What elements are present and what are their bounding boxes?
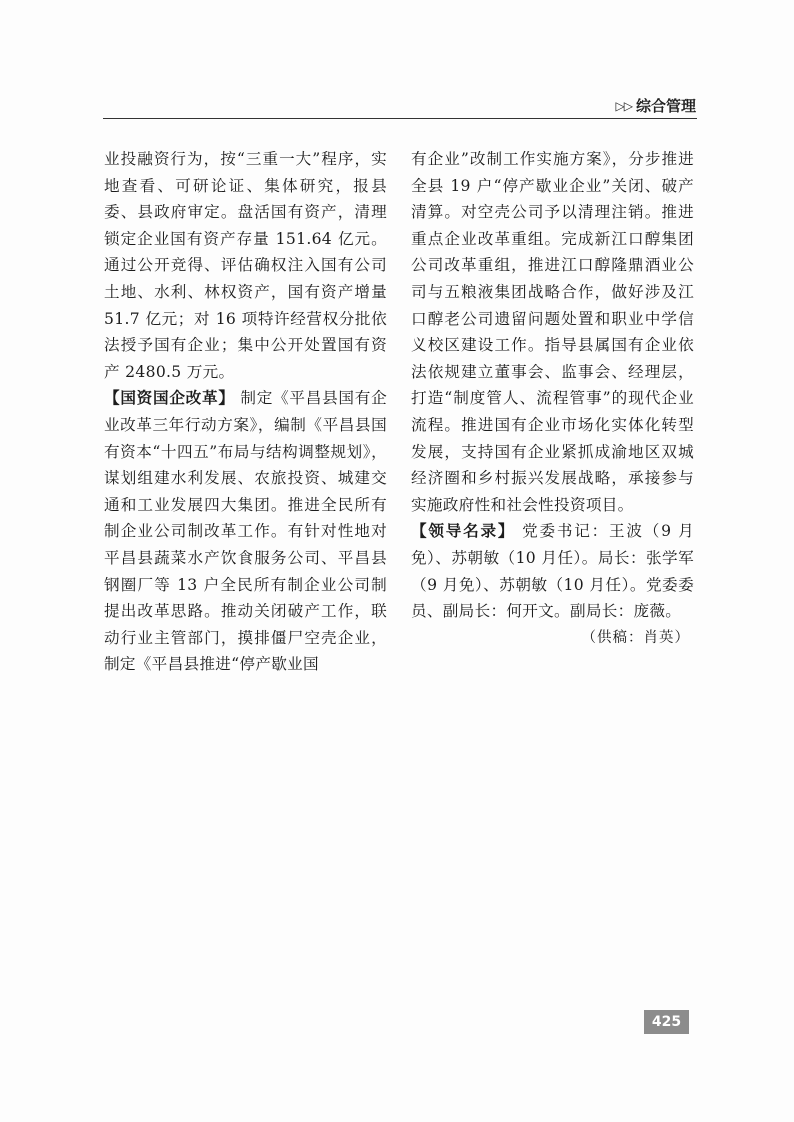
body-leadership-list: 党委书记：王波（9 月免）、苏朝敏（10 月任）。局长：张学军（9 月免）、苏朝敏（10 月任）。党委委员、副局长：何开文。副局长：庞薇。 (411, 522, 694, 621)
header-divider (103, 118, 697, 119)
body-soe-reform: 制定《平昌县国有企业改革三年行动方案》，编制《平昌县国有资本“十四五”布局与结构调整规划》，谋划组建水利发展、农旅投资、城建交通和工业发展四大集团。推进全民所有制企业公司制改革工作。有针对性地对平昌县蔬菜水产饮食服务公司、平昌县钢圈厂等 13 户全民所有制企业公司制提出改革思路。推动关闭破产工作，联动行业主管部门，摸排僵尸空壳企业，制定《平昌县推进“停产歇业国 (104, 389, 387, 674)
section-header (616, 95, 696, 116)
page-number: 425 (644, 1010, 689, 1034)
paragraph-reform-continued: 有企业”改制工作实施方案》，分步推进全县 19 户“停产歇业企业”关闭、破产清算。对空壳公司予以清理注销。推进重点企业改革重组。完成新江口醇集团公司改革重组，推进江口醇隆鼎酒业公司与五粮液集团战略合作，做好涉及江口醇老公司遗留问题处置和职业中学信义校区建设工作。指导县属国有企业依法依规建立董事会、监事会、经理层，打造“制度管人、流程管事”的现代企业流程。推进国有企业市场化实体化转型发展，支持国有企业紧抓成渝地区双城经济圈和乡村振兴发展战略，承接参与实施政府性和社会性投资项目。 (411, 150, 694, 514)
heading-soe-reform: 【国资国企改革】 (104, 389, 235, 408)
paragraph-asset-management: 业投融资行为，按“三重一大”程序，实地查看、可研论证、集体研究，报县委、县政府审定。盘活国有资产，清理锁定企业国有资产存量 151.64 亿元。通过公开竞得、评估确权注入国有公司土地、水利、林权资产，国有资产增量 51.7 亿元；对 16 项特许经营权分批依法授予国有企业；集中公开处置国有资产 2480.5 万元。 (104, 150, 387, 381)
right-column (411, 146, 694, 651)
section-title: 综合管理 (635, 97, 696, 115)
contributor-credit: （供稿：肖英） (581, 629, 690, 646)
paragraph-leadership-list (411, 518, 694, 624)
left-column (104, 146, 387, 678)
heading-leadership-list: 【领导名录】 (411, 522, 516, 541)
double-triangle-icon: ▷▷ (615, 98, 632, 113)
paragraph-soe-reform (104, 385, 387, 678)
